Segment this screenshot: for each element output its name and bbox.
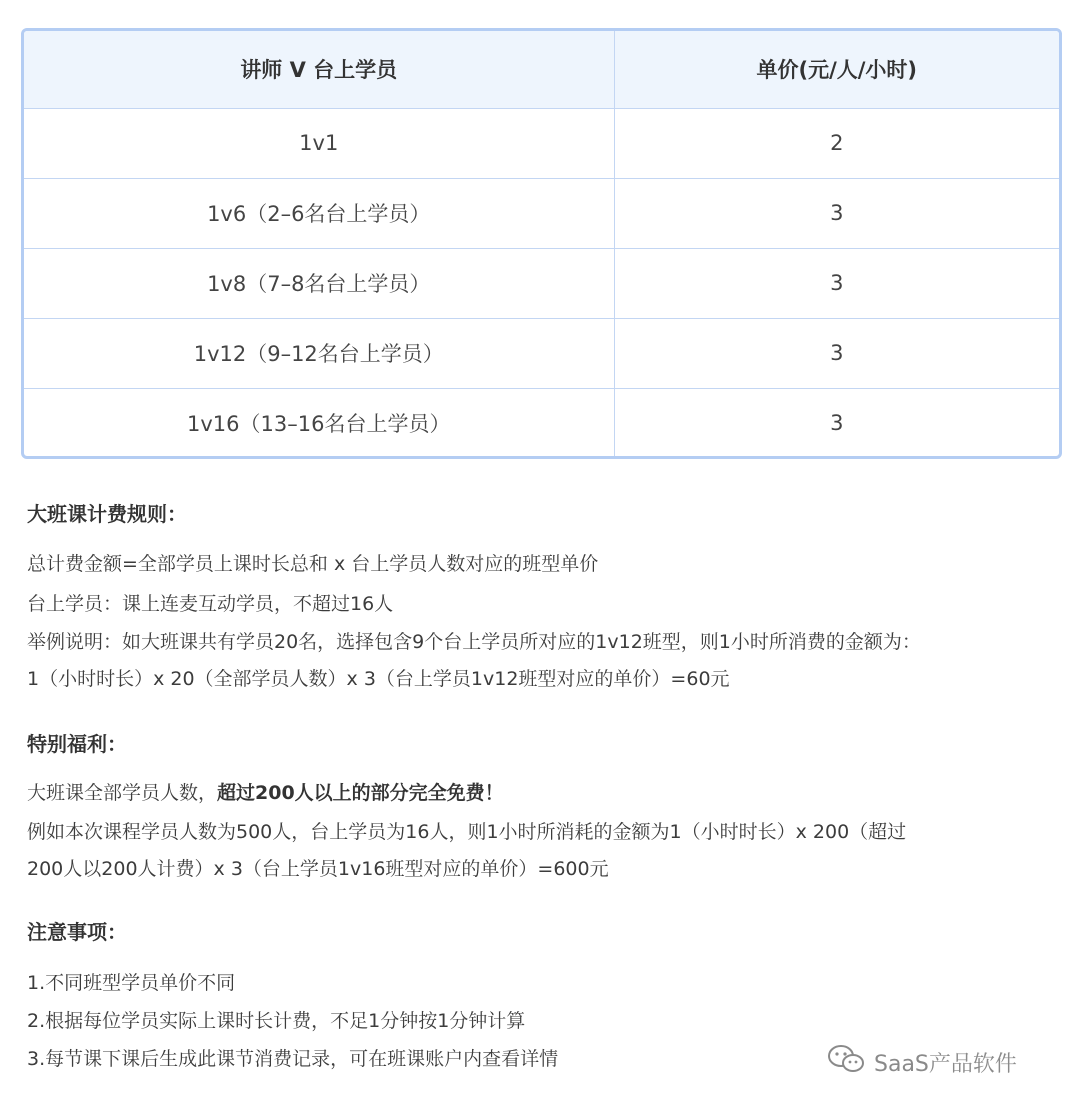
special-benefit-line-1-prefix: 大班课全部学员人数， (27, 782, 218, 804)
row-format: 1v8（7–8名台上学员） (24, 248, 614, 318)
table-row (24, 178, 1059, 248)
notes-item-1: 1.不同班型学员单价不同 (27, 972, 236, 994)
special-benefit-highlight: 超过200人以上的部分完全免费！ (217, 782, 504, 804)
billing-rules-line-1: 总计费金额=全部学员上课时长总和 x 台上学员人数对应的班型单价 (27, 553, 599, 575)
notes-item-2: 2.根据每位学员实际上课时长计费，不足1分钟按1分钟计算 (27, 1010, 526, 1032)
table-row (24, 248, 1059, 318)
billing-rules-line-3: 举例说明：如大班课共有学员20名，选择包含9个台上学员所对应的1v12班型，则1小时所消费的金额为： (27, 631, 921, 653)
special-benefit-title: 特别福利： (27, 732, 127, 756)
row-price: 3 (614, 178, 1059, 248)
row-format: 1v16（13–16名台上学员） (24, 388, 614, 458)
watermark (826, 1043, 1017, 1081)
notes-title: 注意事项： (27, 920, 127, 944)
pricing-table-container (21, 28, 1062, 459)
watermark-text: SaaS产品软件 (874, 1051, 1017, 1077)
wechat-icon (826, 1043, 866, 1081)
table-row (24, 388, 1059, 458)
table-row (24, 108, 1059, 178)
row-format: 1v6（2–6名台上学员） (24, 178, 614, 248)
row-price: 2 (614, 108, 1059, 178)
row-format: 1v1 (24, 108, 614, 178)
special-benefit-line-3: 200人以200人计费）x 3（台上学员1v16班型对应的单价）=600元 (27, 858, 609, 880)
notes-item-3: 3.每节课下课后生成此课节消费记录，可在班课账户内查看详情 (27, 1048, 559, 1070)
row-price: 3 (614, 248, 1059, 318)
billing-rules-line-4: 1（小时时长）x 20（全部学员人数）x 3（台上学员1v12班型对应的单价）=60元 (27, 668, 730, 690)
table-header-row (24, 31, 1059, 108)
pricing-table (24, 31, 1059, 458)
special-benefit-line-1 (27, 778, 504, 805)
table-row (24, 318, 1059, 388)
header-format: 讲师 V 台上学员 (24, 31, 614, 108)
billing-rules-title: 大班课计费规则： (27, 502, 187, 526)
billing-rules-line-2: 台上学员：课上连麦互动学员，不超过16人 (27, 593, 394, 615)
special-benefit-line-2: 例如本次课程学员人数为500人，台上学员为16人，则1小时所消耗的金额为1（小时时长）x 200（超过 (27, 821, 907, 843)
row-price: 3 (614, 318, 1059, 388)
row-price: 3 (830, 411, 844, 436)
header-price: 单价(元/人/小时) (614, 31, 1059, 108)
row-format: 1v12（9–12名台上学员） (24, 318, 614, 388)
